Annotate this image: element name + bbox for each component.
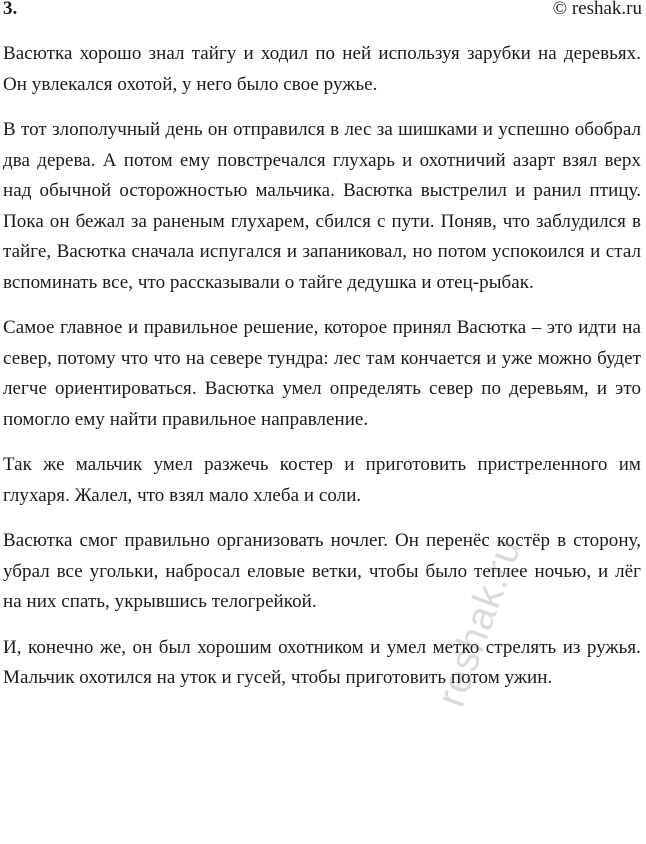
paragraph-1: Васютка хорошо знал тайгу и ходил по ней используя зарубки на деревьях. Он увлекался охотой, у него было свое ружье. [3,43,641,95]
page-header [0,0,646,22]
paragraph-2: В тот злополучный день он отправился в лес за шишками и успешно обобрал два дерева. А потом ему повстречался глухарь и охотничий азарт взял верх над обычной осторожностью мальчика. Васютка выстрелил и ранил птицу. Пока он бежал за раненым глухарем, сбился с пути. Поняв, что заблудился в тайге, Васютка сначала испугался и запаниковал, но потом успокоился и стал вспоминать все, что рассказывали о тайге дедушка и отец-рыбак. [3,119,641,293]
paragraph-6: И, конечно же, он был хорошим охотником и умел метко стрелять из ружья. Мальчик охотился на уток и гусей, чтобы приготовить потом ужин. [3,636,641,688]
paragraph-3: Самое главное и правильное решение, которое принял Васютка – это идти на север, потому что что на севере тундра: лес там кончается и уже можно будет легче ориентироваться. Васютка умел определять север по деревьям, и это помогло ему найти правильное направление. [3,317,641,430]
watermark: reshak.ru [428,532,531,713]
source-credit: © reshak.ru [552,0,642,19]
answer-text [3,39,641,709]
paragraph-4: Так же мальчик умел разжечь костер и приготовить пристреленного им глухаря. Жалел, что взял мало хлеба и соли. [3,454,641,506]
paragraph-5: Васютка смог правильно организовать ночлег. Он перенёс костёр в сторону, убрал все угольки, набросал еловые ветки, чтобы было теплее ночью, и лёг на них спать, укрывшись телогрейкой. [3,530,641,612]
task-number: 3. [3,0,18,19]
